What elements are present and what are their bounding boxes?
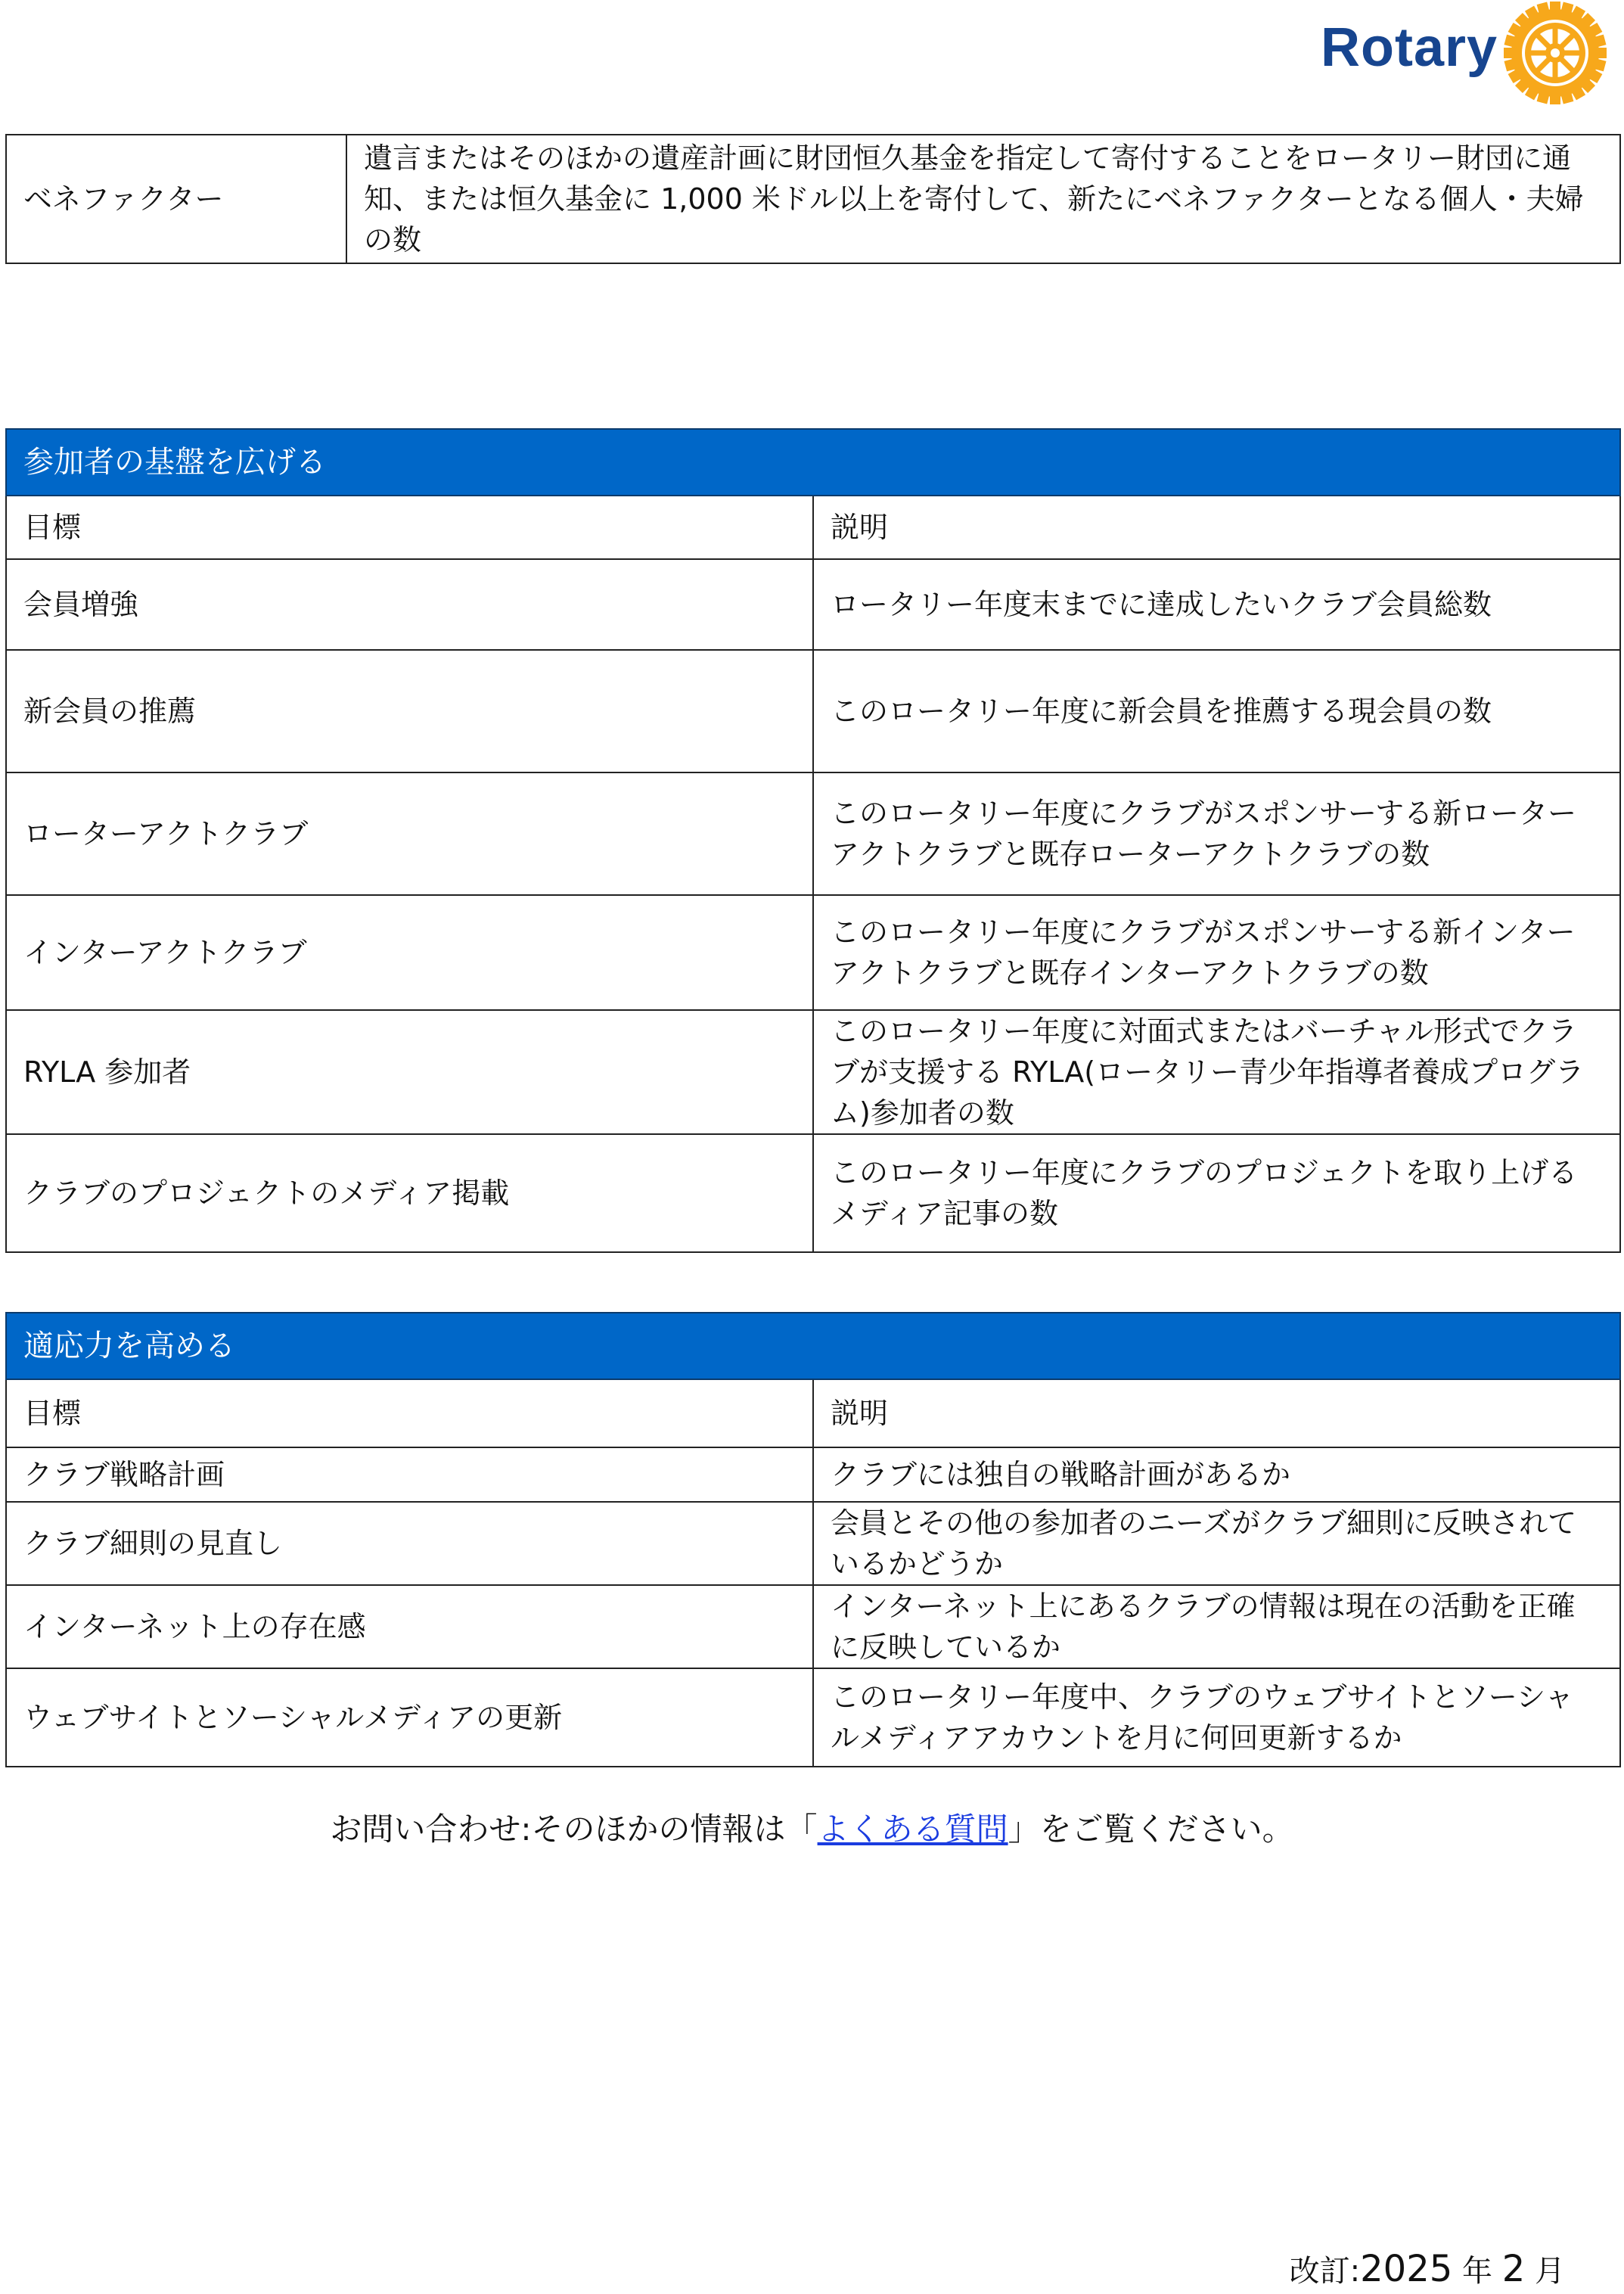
table-row bbox=[6, 1447, 1620, 1502]
goal-cell: インターネット上の存在感 bbox=[6, 1585, 813, 1668]
revision-label: 改訂: bbox=[1289, 2254, 1361, 2289]
goal-cell: RYLA 参加者 bbox=[6, 1010, 813, 1134]
revision-year-unit: 年 bbox=[1462, 2254, 1493, 2289]
rotary-logo bbox=[1321, 0, 1608, 106]
description-cell: このロータリー年度にクラブがスポンサーする新ローターアクトクラブと既存ローターアクトクラブの数 bbox=[813, 772, 1620, 895]
contact-footer bbox=[0, 1804, 1624, 1850]
table-row bbox=[6, 1502, 1620, 1585]
footer-suffix: 」をご覧ください。 bbox=[1008, 1811, 1294, 1848]
goal-cell: 会員増強 bbox=[6, 559, 813, 650]
goal-cell: クラブのプロジェクトのメディア掲載 bbox=[6, 1134, 813, 1252]
table-row bbox=[6, 135, 1620, 263]
revision-year: 2025 bbox=[1360, 2248, 1453, 2290]
goal-cell: ローターアクトクラブ bbox=[6, 772, 813, 895]
table-row bbox=[6, 650, 1620, 772]
footer-prefix: お問い合わせ:そのほかの情報は「 bbox=[330, 1811, 818, 1848]
column-header-description: 説明 bbox=[813, 1379, 1620, 1447]
table-row bbox=[6, 1010, 1620, 1134]
participants-table bbox=[5, 428, 1621, 1253]
description-cell: インターネット上にあるクラブの情報は現在の活動を正確に反映しているか bbox=[813, 1585, 1620, 1668]
description-cell: クラブには独自の戦略計画があるか bbox=[813, 1447, 1620, 1502]
benefactor-table bbox=[5, 134, 1621, 264]
goal-cell: ウェブサイトとソーシャルメディアの更新 bbox=[6, 1668, 813, 1767]
goal-cell: 新会員の推薦 bbox=[6, 650, 813, 772]
table-row bbox=[6, 1585, 1620, 1668]
table-row bbox=[6, 772, 1620, 895]
column-header-goal: 目標 bbox=[6, 1379, 813, 1447]
revision-month-unit: 月 bbox=[1535, 2254, 1565, 2289]
goal-cell: インターアクトクラブ bbox=[6, 895, 813, 1010]
description-cell: このロータリー年度に新会員を推薦する現会員の数 bbox=[813, 650, 1620, 772]
column-header-row bbox=[6, 496, 1620, 559]
table-row bbox=[6, 559, 1620, 650]
description-cell: このロータリー年度中、クラブのウェブサイトとソーシャルメディアアカウントを月に何回更新するか bbox=[813, 1668, 1620, 1767]
description-cell: このロータリー年度にクラブがスポンサーする新インターアクトクラブと既存インターアクトクラブの数 bbox=[813, 895, 1620, 1010]
section-title: 参加者の基盤を広げる bbox=[6, 429, 1620, 496]
description-cell: 遺言またはそのほかの遺産計画に財団恒久基金を指定して寄付することをロータリー財団に通知、または恒久基金に 1,000 米ドル以上を寄付して、新たにベネファクターとなる個人・夫婦の数 bbox=[346, 135, 1620, 263]
description-cell: このロータリー年度に対面式またはバーチャル形式でクラブが支援する RYLA(ロータリー青少年指導者養成プログラム)参加者の数 bbox=[813, 1010, 1620, 1134]
revision-month: 2 bbox=[1501, 2248, 1526, 2290]
column-header-row bbox=[6, 1379, 1620, 1447]
section-header bbox=[6, 429, 1620, 496]
logo-text: Rotary bbox=[1321, 17, 1498, 78]
table-row bbox=[6, 1668, 1620, 1767]
rotary-wheel-icon bbox=[1502, 0, 1608, 106]
adaptability-table bbox=[5, 1312, 1621, 1767]
section-header bbox=[6, 1313, 1620, 1379]
table-row bbox=[6, 1134, 1620, 1252]
goal-cell: クラブ細則の見直し bbox=[6, 1502, 813, 1585]
goal-cell: ベネファクター bbox=[6, 135, 346, 263]
faq-link[interactable]: よくある質問 bbox=[817, 1811, 1008, 1848]
revision-date bbox=[1290, 2247, 1565, 2290]
section-title: 適応力を高める bbox=[6, 1313, 1620, 1379]
column-header-goal: 目標 bbox=[6, 496, 813, 559]
goal-cell: クラブ戦略計画 bbox=[6, 1447, 813, 1502]
column-header-description: 説明 bbox=[813, 496, 1620, 559]
description-cell: ロータリー年度末までに達成したいクラブ会員総数 bbox=[813, 559, 1620, 650]
description-cell: このロータリー年度にクラブのプロジェクトを取り上げるメディア記事の数 bbox=[813, 1134, 1620, 1252]
description-cell: 会員とその他の参加者のニーズがクラブ細則に反映されているかどうか bbox=[813, 1502, 1620, 1585]
table-row bbox=[6, 895, 1620, 1010]
